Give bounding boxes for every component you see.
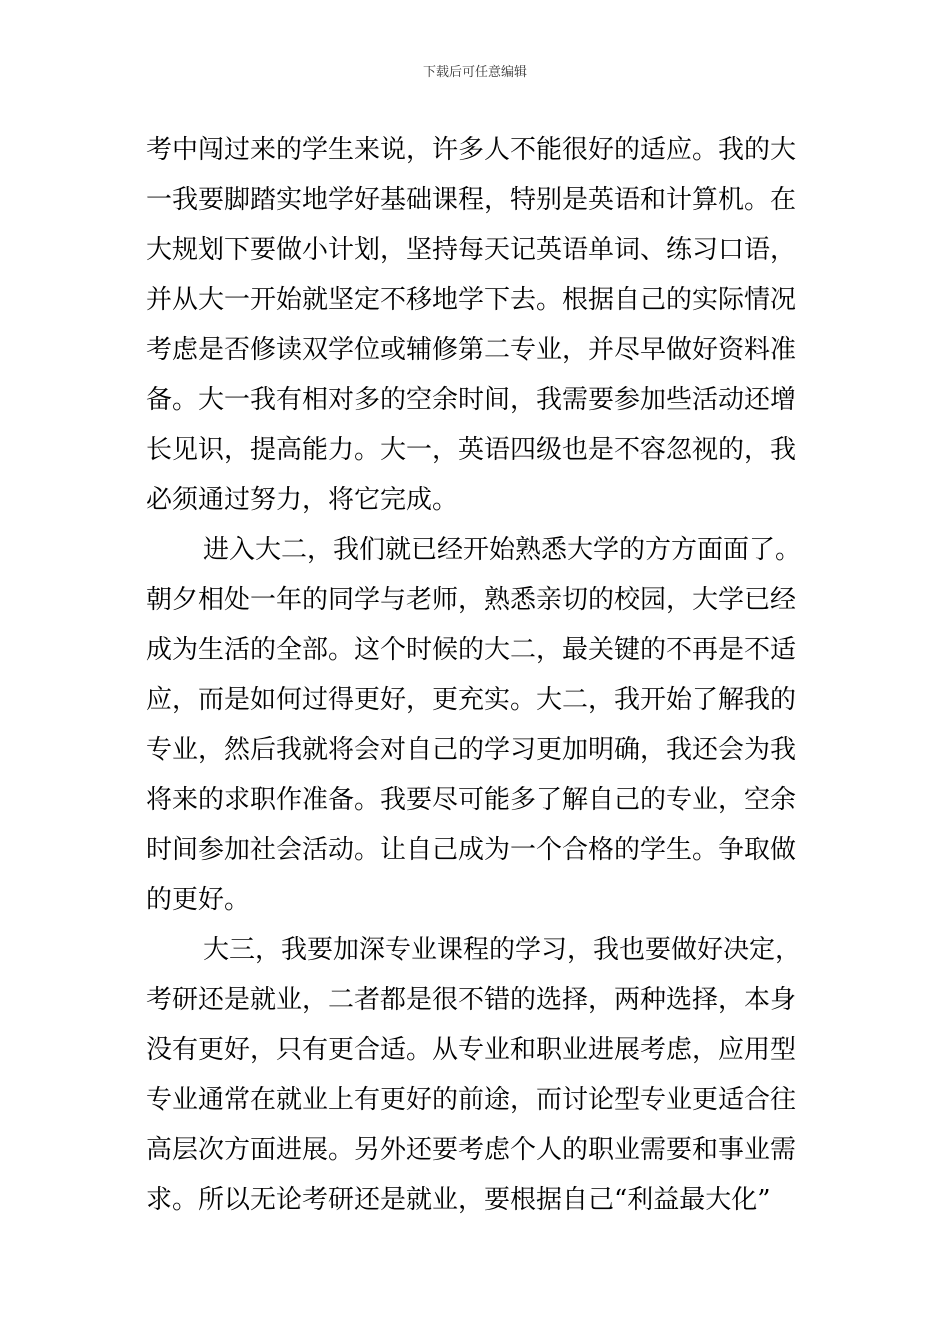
- text-line: 成为生活的全部。这个时候的大二，最关键的不再是不适: [146, 635, 797, 665]
- text-line: 考研还是就业，二者都是很不错的选择，两种选择，本身: [146, 985, 797, 1015]
- document-body: [146, 125, 811, 1225]
- text-line: 将来的求职作准备。我要尽可能多了解自己的专业，空余: [146, 785, 797, 815]
- text-line: 并从大一开始就坚定不移地学下去。根据自己的实际情况: [146, 285, 797, 315]
- text-line: 长见识，提高能力。大一，英语四级也是不容忽视的，我: [146, 435, 797, 465]
- text-line: 高层次方面进展。另外还要考虑个人的职业需要和事业需: [146, 1135, 797, 1165]
- text-line: 专业通常在就业上有更好的前途，而讨论型专业更适合往: [146, 1085, 797, 1115]
- text-line: 大规划下要做小计划，坚持每天记英语单词、练习口语，: [146, 235, 797, 265]
- text-line: 备。大一我有相对多的空余时间，我需要参加些活动还增: [146, 385, 797, 415]
- page-header-note: 下载后可任意编辑: [422, 65, 527, 80]
- text-line: 的更好。: [146, 885, 251, 915]
- text-line: 一我要脚踏实地学好基础课程，特别是英语和计算机。在: [146, 185, 797, 215]
- text-line: 考中闯过来的学生来说，许多人不能很好的适应。我的大: [146, 135, 797, 165]
- text-line: 时间参加社会活动。让自己成为一个合格的学生。争取做: [146, 835, 797, 865]
- text-line: 没有更好，只有更合适。从专业和职业进展考虑，应用型: [146, 1035, 797, 1065]
- text-line: 考虑是否修读双学位或辅修第二专业，并尽早做好资料准: [146, 335, 797, 365]
- text-line: 朝夕相处一年的同学与老师，熟悉亲切的校园，大学已经: [146, 585, 797, 615]
- paragraph-first-line: 进入大二，我们就已经开始熟悉大学的方方面面了。: [203, 535, 802, 565]
- paragraph-first-line: 大三，我要加深专业课程的学习，我也要做好决定，: [203, 935, 802, 965]
- text-line: 必须通过努力，将它完成。: [146, 485, 459, 515]
- text-line: 应，而是如何过得更好，更充实。大二，我开始了解我的: [146, 685, 797, 715]
- text-line: 求。所以无论考研还是就业，要根据自己“利益最大化”: [146, 1185, 771, 1215]
- text-line: 专业，然后我就将会对自己的学习更加明确，我还会为我: [146, 735, 797, 765]
